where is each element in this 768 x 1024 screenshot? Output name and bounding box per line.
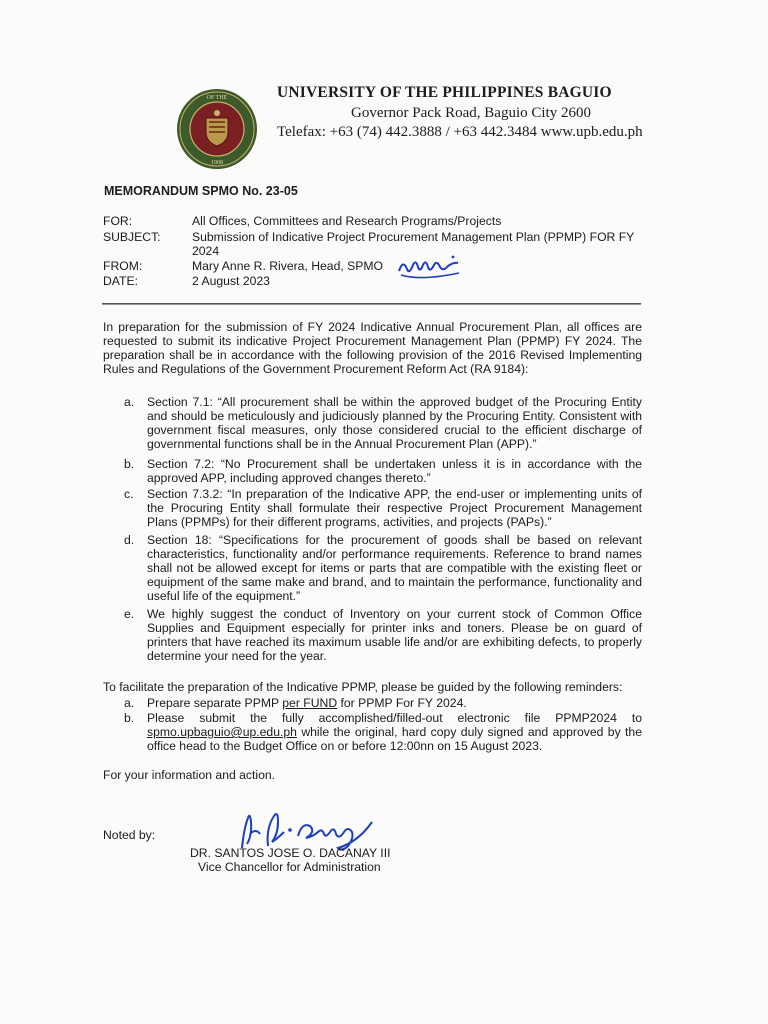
intro-paragraph: In preparation for the submission of FY 2024 Indicative Annual Procurement Plan, all offices are requested to submit its indicative Project Procurement Management Plan (PPMP) FY 2024. The preparation shall be in accordance with the following provision of the 2016 Revised Implementing Rules and Regulations of the Government Procurement Reform Act (RA 9184): [103, 320, 642, 376]
reminder-text [147, 711, 642, 753]
reminder-text [147, 696, 642, 710]
university-address: Governor Pack Road, Baguio City 2600 [351, 105, 591, 121]
reminder-item [124, 696, 642, 710]
from-value: Mary Anne R. Rivera, Head, SPMO [192, 259, 384, 273]
svg-text:OF THE: OF THE [206, 95, 228, 101]
email-link[interactable]: spmo.upbaguio@up.edu.ph [147, 725, 297, 739]
from-label: FROM: [103, 259, 143, 273]
closing-line: For your information and action. [103, 768, 276, 782]
sender-signature [395, 253, 467, 283]
provision-marker: a. [124, 395, 135, 409]
provision-marker: b. [124, 457, 135, 471]
provision-item [124, 533, 642, 603]
university-contact: Telefax: +63 (74) 442.3888 / +63 442.3484 www.upb.edu.ph [277, 124, 643, 140]
provision-item [124, 457, 642, 485]
memo-number: MEMORANDUM SPMO No. 23-05 [104, 184, 298, 198]
date-label: DATE: [103, 274, 138, 288]
university-name: UNIVERSITY OF THE PHILIPPINES BAGUIO [277, 84, 612, 101]
provision-text: Section 7.1: “All procurement shall be within the approved budget of the Procuring Entity and should be meticulously and judiciously planned by the Procuring Entity. Consistent with government fiscal measures, only those considered crucial to the efficient discharge of governmental functions shall be in the Annual Procurement Plan (APP).” [147, 395, 642, 451]
reminders-intro: To facilitate the preparation of the Indicative PPMP, please be guided by the following reminders: [103, 680, 623, 694]
reminder-text-part: while the original, hard copy duly signed and approved by the office head to the Budget Office on or before 12:00nn on 15 August 2023. [147, 725, 642, 753]
reminder-marker: b. [124, 711, 135, 725]
subject-value: Submission of Indicative Project Procurement Management Plan (PPMP) FOR FY 2024 [192, 230, 635, 258]
up-baguio-seal-icon [176, 88, 258, 170]
signatory-block [190, 846, 390, 874]
date-value: 2 August 2023 [192, 274, 270, 288]
provision-marker: e. [124, 607, 135, 621]
subject-label: SUBJECT: [103, 230, 161, 244]
per-fund-emphasis: per FUND [282, 696, 338, 710]
provision-text: We highly suggest the conduct of Inventory on your current stock of Common Office Supplies and Equipment especially for printer inks and toners. Please be on guard of printers that have reached its maximum usable life and/or are exhibiting defects, to properly determine your need for the year. [147, 607, 642, 663]
reminder-text-part: Please submit the fully accomplished/filled-out electronic file PPMP2024 to [147, 711, 642, 725]
signatory-name: DR. SANTOS JOSE O. DACANAY III [190, 846, 391, 860]
header-divider [102, 303, 641, 305]
provision-marker: d. [124, 533, 135, 547]
provision-text: Section 18: “Specifications for the procurement of goods shall be based on relevant characteristics, functionality and/or performance requirements. Reference to brand names shall not be allowed except for items or parts that are compatible with the existing fleet or equipment of the same make and brand, and to maintain the performance, functionality and useful life of the equipment.” [147, 533, 642, 603]
for-label: FOR: [103, 214, 133, 228]
provision-item [124, 607, 642, 663]
provision-text: Section 7.3.2: “In preparation of the Indicative APP, the end-user or implementing units of the Procuring Entity shall formulate their respective Project Procurement Management Plans (PPMPs) for their different programs, activities, and projects (PAPs).” [147, 487, 642, 529]
svg-text:1908: 1908 [211, 160, 223, 166]
reminder-item [124, 711, 642, 753]
for-value: All Offices, Committees and Research Programs/Projects [192, 214, 502, 228]
provision-item [124, 395, 642, 451]
reminder-marker: a. [124, 696, 135, 710]
signatory-title: Vice Chancellor for Administration [198, 860, 381, 874]
reminder-text-part: Prepare separate PPMP [147, 696, 283, 710]
provision-item [124, 487, 642, 529]
letterhead [277, 84, 643, 141]
provision-text: Section 7.2: “No Procurement shall be undertaken unless it is in accordance with the approved APP, including approved changes thereto.” [147, 457, 642, 485]
reminder-text-part: for PPMP For FY 2024. [337, 696, 467, 710]
noted-by-label: Noted by: [103, 828, 156, 842]
provision-marker: c. [124, 487, 134, 501]
